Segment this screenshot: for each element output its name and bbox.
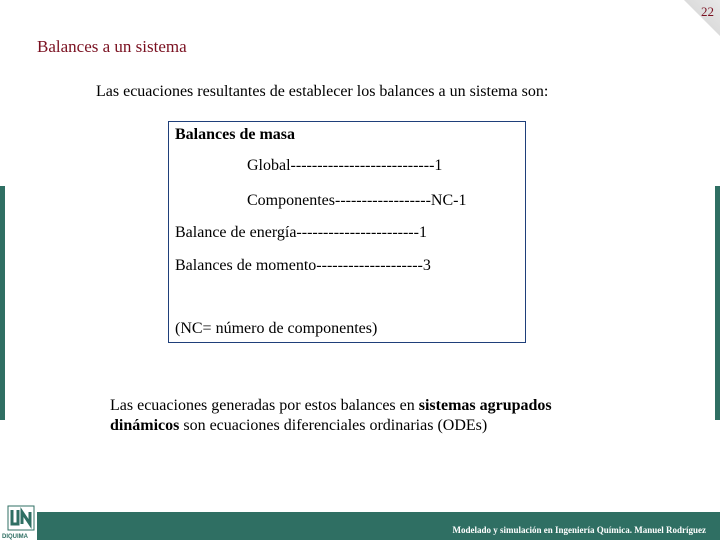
footer-text: Modelado y simulación en Ingeniería Química. Manuel Rodríguez xyxy=(452,525,706,535)
conclusion-bold: sistemas agrupados dinámicos xyxy=(110,397,552,434)
nc-note: (NC= número de componentes) xyxy=(175,320,378,337)
page-number: 22 xyxy=(701,4,714,19)
momentum-balance-line: Balances de momento--------------------3 xyxy=(175,257,431,274)
left-accent-bar xyxy=(0,186,5,420)
conclusion-part1: Las ecuaciones generadas por estos balances en xyxy=(110,397,419,414)
slide-title: Balances a un sistema xyxy=(37,37,187,56)
intro-text: Las ecuaciones resultantes de establecer los balances a un sistema son: xyxy=(96,83,549,100)
right-accent-bar xyxy=(715,186,720,420)
mass-balance-heading: Balances de masa xyxy=(175,126,295,143)
logo-caption: DIQUIMA xyxy=(2,534,28,540)
global-balance-line: Global---------------------------1 xyxy=(247,157,443,174)
footer-bar xyxy=(37,512,720,540)
university-logo-icon xyxy=(6,504,36,538)
conclusion-text xyxy=(110,396,580,436)
conclusion-part2: son ecuaciones diferenciales ordinarias (ODEs) xyxy=(179,417,488,434)
components-balance-line: Componentes------------------NC-1 xyxy=(247,192,467,209)
energy-balance-line: Balance de energía-----------------------1 xyxy=(175,224,427,241)
